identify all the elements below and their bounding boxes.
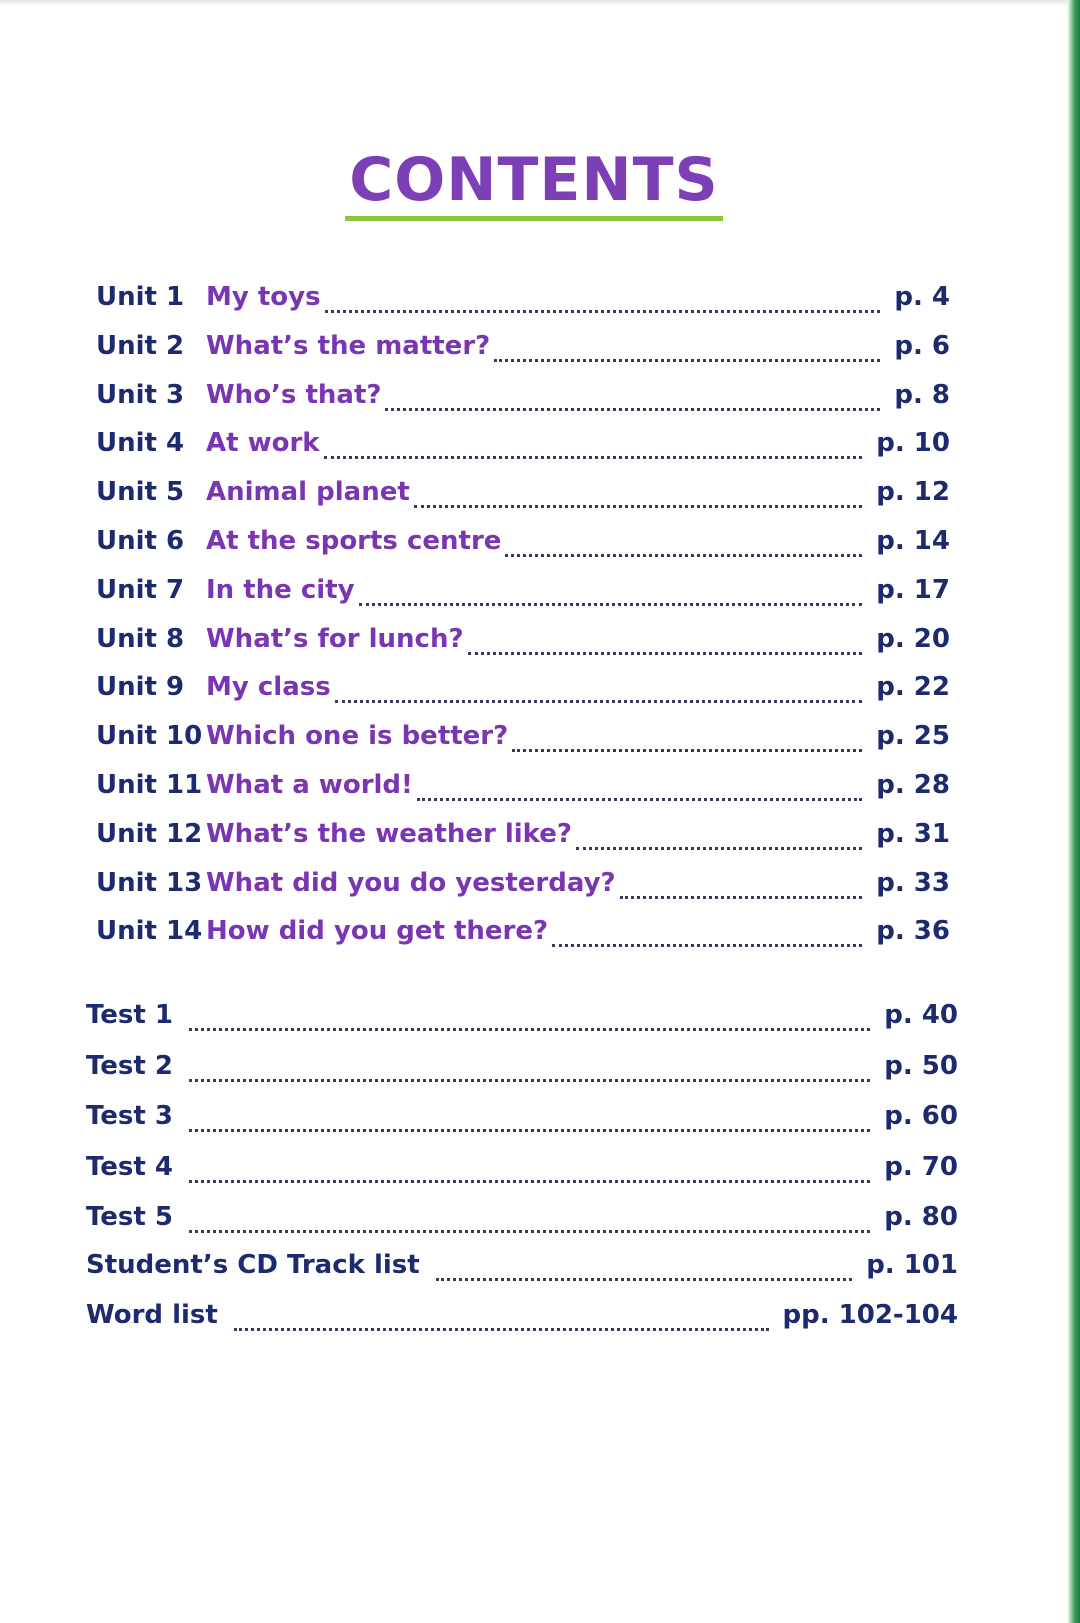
dot-leader xyxy=(552,944,862,947)
unit-row xyxy=(96,770,950,810)
unit-title: My class xyxy=(206,672,331,703)
page-number: p. 4 xyxy=(894,282,950,312)
page-number: p. 8 xyxy=(894,379,950,410)
dot-leader xyxy=(414,505,862,508)
unit-title: Which one is better? xyxy=(206,721,509,752)
dot-leader xyxy=(512,749,862,752)
extra-label: Test 5 xyxy=(86,1202,173,1232)
page-title: CONTENTS xyxy=(345,150,723,221)
extra-label: Student’s CD Track list xyxy=(86,1250,420,1280)
unit-label: Unit 12 xyxy=(96,818,203,849)
page-number: p. 60 xyxy=(884,1101,958,1131)
unit-row xyxy=(96,282,950,322)
dot-leader xyxy=(494,359,880,362)
page-number: p. 10 xyxy=(876,428,950,459)
dot-leader xyxy=(436,1278,852,1281)
unit-label: Unit 13 xyxy=(96,867,203,898)
unit-label: Unit 5 xyxy=(96,477,185,508)
dot-leader xyxy=(620,896,863,899)
dot-leader xyxy=(325,310,881,313)
dot-leader xyxy=(505,554,862,557)
dot-leader xyxy=(468,652,863,655)
unit-title: Who’s that? xyxy=(206,379,382,410)
page-number: p. 25 xyxy=(876,721,950,752)
unit-label: Unit 9 xyxy=(96,672,185,703)
unit-row xyxy=(96,526,950,566)
extra-row xyxy=(86,1051,958,1091)
unit-title: What’s the weather like? xyxy=(206,818,572,849)
unit-row xyxy=(96,331,950,371)
page-number: p. 28 xyxy=(876,770,950,800)
unit-title: What a world! xyxy=(206,770,413,800)
dot-leader xyxy=(189,1129,870,1132)
extra-row xyxy=(86,1152,958,1192)
page-number: p. 80 xyxy=(884,1202,958,1232)
unit-row xyxy=(96,868,950,908)
unit-title: What’s the matter? xyxy=(206,330,491,361)
extra-label: Word list xyxy=(86,1300,218,1330)
page-number: p. 14 xyxy=(876,526,950,556)
page-number: p. 40 xyxy=(884,1000,958,1030)
page-number: p. 17 xyxy=(876,574,950,605)
extra-row xyxy=(86,1000,958,1040)
page-number: p. 70 xyxy=(884,1152,958,1182)
dot-leader xyxy=(189,1180,870,1183)
page-number: p. 36 xyxy=(876,916,950,947)
dot-leader xyxy=(234,1328,769,1331)
dot-leader xyxy=(189,1079,870,1082)
extra-label: Test 2 xyxy=(86,1051,173,1081)
extra-label: Test 1 xyxy=(86,1000,173,1030)
extra-row xyxy=(86,1202,958,1242)
page-number: p. 31 xyxy=(876,818,950,849)
page-edge-stripe xyxy=(1068,0,1080,1623)
unit-title: My toys xyxy=(206,282,321,312)
unit-title: At the sports centre xyxy=(206,526,502,556)
unit-label: Unit 6 xyxy=(96,526,185,556)
unit-title: At work xyxy=(206,428,320,459)
unit-label: Unit 11 xyxy=(96,770,203,800)
unit-label: Unit 10 xyxy=(96,721,203,752)
page-number: p. 12 xyxy=(876,477,950,508)
unit-row xyxy=(96,380,950,420)
unit-title: What did you do yesterday? xyxy=(206,867,616,898)
page-number: p. 33 xyxy=(876,867,950,898)
extra-row xyxy=(86,1250,958,1290)
unit-label: Unit 3 xyxy=(96,379,185,410)
page-top-shade xyxy=(0,0,1068,6)
extra-row xyxy=(86,1300,958,1340)
unit-row xyxy=(96,721,950,761)
unit-row xyxy=(96,819,950,859)
unit-row xyxy=(96,916,950,956)
dot-leader xyxy=(324,456,863,459)
dot-leader xyxy=(189,1230,870,1233)
unit-title: How did you get there? xyxy=(206,916,549,947)
page-number: pp. 102-104 xyxy=(782,1300,958,1330)
unit-label: Unit 2 xyxy=(96,330,185,361)
dot-leader xyxy=(189,1028,870,1031)
heading-wrap xyxy=(0,145,1068,221)
unit-label: Unit 4 xyxy=(96,428,185,459)
unit-label: Unit 14 xyxy=(96,916,203,947)
page-number: p. 6 xyxy=(894,330,950,361)
extra-label: Test 4 xyxy=(86,1152,173,1182)
extra-row xyxy=(86,1101,958,1141)
page-number: p. 22 xyxy=(876,672,950,703)
unit-row xyxy=(96,477,950,517)
dot-leader xyxy=(359,603,863,606)
unit-row xyxy=(96,672,950,712)
unit-title: Animal planet xyxy=(206,477,410,508)
dot-leader xyxy=(417,798,862,801)
unit-title: What’s for lunch? xyxy=(206,623,464,654)
dot-leader xyxy=(576,847,862,850)
page-number: p. 20 xyxy=(876,623,950,654)
unit-row xyxy=(96,575,950,615)
page-number: p. 50 xyxy=(884,1051,958,1081)
dot-leader xyxy=(385,408,880,411)
unit-title: In the city xyxy=(206,574,355,605)
extra-label: Test 3 xyxy=(86,1101,173,1131)
unit-label: Unit 7 xyxy=(96,574,185,605)
unit-row xyxy=(96,624,950,664)
unit-label: Unit 8 xyxy=(96,623,185,654)
unit-row xyxy=(96,428,950,468)
page-number: p. 101 xyxy=(866,1250,958,1280)
unit-label: Unit 1 xyxy=(96,282,185,312)
dot-leader xyxy=(335,700,863,703)
